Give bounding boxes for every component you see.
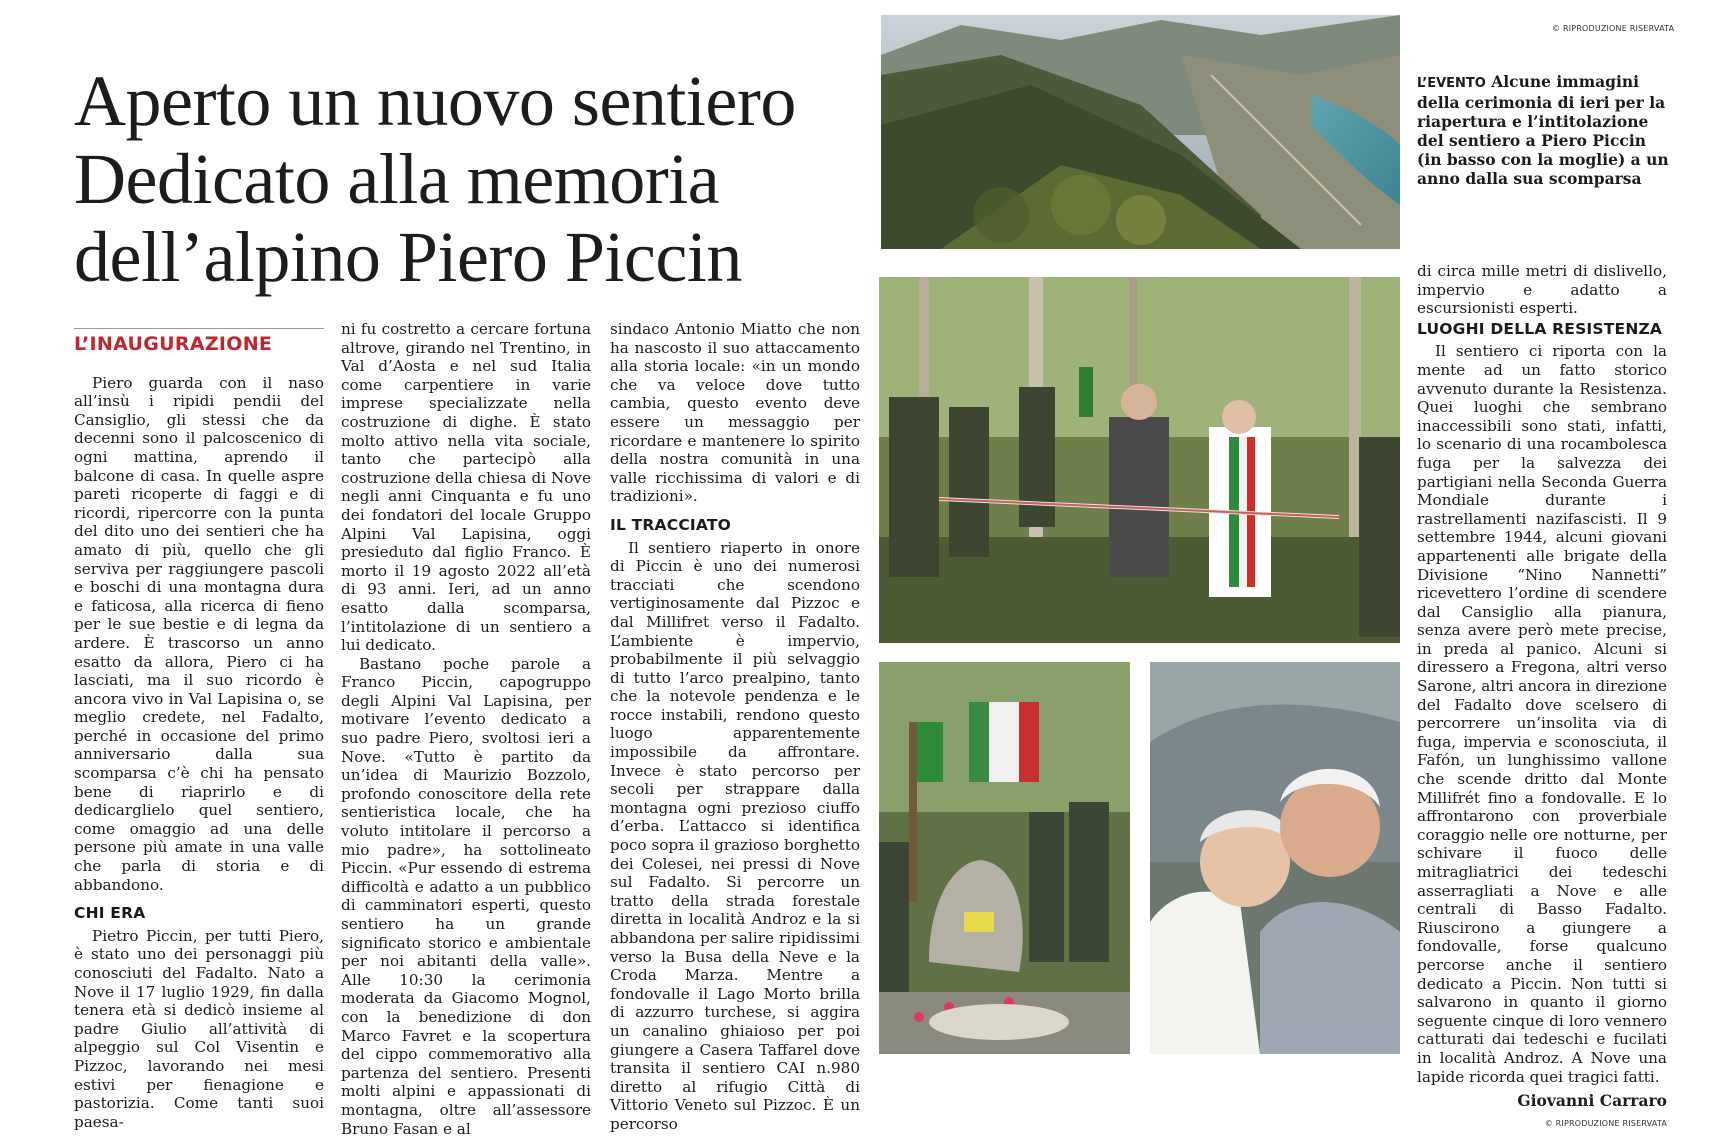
section-heading-inaugurazione: L’INAUGURAZIONE: [74, 328, 324, 354]
headline: [74, 62, 874, 296]
photo-valley-aerial: [881, 15, 1400, 249]
paragraph: Pietro Piccin, per tutti Piero, è stato uno dei personaggi più conosciuti del Fadalto. Nato a Nove il 17 luglio 1929, fin dalla tenera età si dedicò insieme al padre Giulio all’attività di alpeggio sul Col Visentin e Pizzoc, lavorando nei mesi estivi per fienagione e pastorizia. Come tanti suoi paesa-: [74, 926, 324, 1131]
photo-caption: [1417, 72, 1672, 188]
article-column-1: [74, 328, 324, 1131]
paragraph: Piero guarda con il naso all’insù i ripidi pendii del Cansiglio, gli stessi che da decenni sono il palcoscenico di ogni mattina, aprendo il balcone di casa. In quelle aspre pareti ricoperte di faggi e di ricordi, ripercorre con la punta del dito uno dei sentieri che ha amato di più, quello che gli serviva per raggiungere pascoli e boschi di una montagna dura e faticosa, alla ricerca di fieno per le sue bestie e di legna da ardere. È trascorso un anno esatto da allora, Piero ci ha lasciati, ma il suo ricordo è ancora vivo in Val Lapisina o, se meglio credete, nel Fadalto, perché in occasione del primo anniversario dalla sua scomparsa c’è chi ha pensato bene di riaprirlo e di dedicarglielo quel sentiero, come omaggio ad una delle persone più amate in una valle che parla di storia e di abbandono.: [74, 373, 324, 894]
article-column-4: [1417, 262, 1667, 1133]
headline-line-3: dell’alpino Piero Piccin: [74, 217, 742, 297]
section-heading-luoghi: LUOGHI DELLA RESISTENZA: [1417, 319, 1663, 338]
headline-line-2: Dedicato alla memoria: [74, 139, 720, 219]
photo-couple: [1150, 662, 1400, 1054]
copyright-bottom: © RIPRODUZIONE RISERVATA: [1544, 1118, 1667, 1128]
headline-line-1: Aperto un nuovo sentiero: [74, 61, 796, 141]
article-column-2: [341, 320, 591, 1138]
paragraph: Il sentiero riaperto in onore di Piccin è uno dei numerosi tracciati che scendono vertiginosamente dal Pizzoc e dal Millifret verso il Fadalto. L’ambiente è impervio, probabilmente il più selvaggio di tutto l’arco prealpino, tanto che la notevole pendenza e le rocce instabili, rendono questo luogo apparentemente impossibile da affrontare. Invece è stato percorso per secoli per strappare dalla montagna ogni prezioso ciuffo d’erba. L’attacco si identifica poco sopra il grazioso borghetto dei Colesei, nei pressi di Nove sul Fadalto. Si percorre un tratto della strada forestale diretta in località Androz e la si abbandona per salire ripidissimi verso la Busa della Neve e la Croda Marza. Mentre a fondovalle il Lago Morto brilla di azzurro turchese, si aggira un canalino ghiaioso per poi giungere a Casera Taffarel dove transita il sentiero CAI n.980 diretto al rifugio Città di Vittorio Veneto sul Pizzoc. È un percorso: [610, 538, 860, 1133]
paragraph: ni fu costretto a cercare fortuna altrove, girando nel Trentino, in Val d’Aosta e nel sud Italia come carpentiere in varie imprese specializzate nella costruzione di dighe. È stato molto attivo nella vita sociale, tanto che partecipò alla costruzione della chiesa di Nove negli anni Cinquanta e fu uno dei fondatori del locale Gruppo Alpini Val Lapisina, oggi presieduto dal figlio Franco. È morto il 19 agosto 2022 all’età di 93 anni. Ieri, ad un anno esatto dalla scomparsa, l’intitolazione di un sentiero a lui dedicato.: [341, 320, 591, 655]
author-byline: Giovanni Carraro: [1517, 1091, 1667, 1111]
paragraph: di circa mille metri di dislivello, impervio e adatto a escursionisti esperti.: [1417, 262, 1667, 318]
section-heading-il-tracciato: IL TRACCIATO: [610, 515, 732, 534]
caption-tag: L’EVENTO: [1417, 76, 1486, 91]
paragraph: Bastano poche parole a Franco Piccin, capogruppo degli Alpini Val Lapisina, per motivare l’evento dedicato a suo padre Piero, svoltosi ieri a Nove. «Tutto è partito da un’idea di Maurizio Bozzolo, profondo conoscitore della rete sentieristica locale, che ha voluto intitolare il percorso a mio padre», ha sottolineato Piccin. «Pur essendo di estrema difficoltà e adatto a un pubblico di camminatori esperti, questo sentiero ha un grande significato storico e ambientale per noi abitanti della valle». Alle 10:30 la cerimonia moderata da Giacomo Mognol, con la benedizione di don Marco Favret e la scopertura del cippo commemorativo alla partenza del sentiero. Presenti molti alpini e appassionati di montagna, oltre all’assessore Bruno Fasan e al: [341, 654, 591, 1138]
photo-ribbon-cutting: [879, 277, 1400, 643]
section-heading-chi-era: CHI ERA: [74, 904, 146, 923]
photo-monument: [879, 662, 1130, 1054]
copyright-top: © RIPRODUZIONE RISERVATA: [1552, 24, 1675, 33]
paragraph: Il sentiero ci riporta con la mente ad un fatto storico avvenuto durante la Resistenza. Quei luoghi che sembrano inaccessibili sono stati, infatti, lo scenario di una rocambolesca fuga per la salvezza dei partigiani nella Seconda Guerra Mondiale durante i rastrellamenti nazifascisti. Il 9 settembre 1944, alcuni giovani appartenenti alle brigate della Divisione “Nino Nannetti” ricevettero l’ordine di scendere dal Cansiglio alla pianura, senza avere però mete precise, in preda al panico. Alcuni si diressero a Fregona, altri verso Sarone, altri ancora in direzione del Fadalto dove scelsero di percorrere un’insolita via di fuga, impervia e sconosciuta, il Fafón, un lunghissimo vallone che scende dritto dal Monte Millifrét fino a fondovalle. E lo affrontarono con proverbiale coraggio nelle ore notturne, per schivare il fuoco delle mitragliatrici dei tedeschi asserragliati a Nove e alle centrali di Basso Fadalto. Riuscirono a giungere a fondovalle, forse qualcuno percorse anche il sentiero dedicato a Piccin. Non tutti si salvarono in quanto il giorno seguente cinque di loro vennero catturati dai tedeschi e fucilati in località Androz. A Nove una lapide ricorda quei tragici fatti.: [1417, 342, 1667, 1086]
caption-text: Alcune immagini della cerimonia di ieri per la riapertura e l’intitolazione del sentiero a Piero Piccin (in basso con la moglie) a un anno dalla sua scomparsa: [1417, 72, 1669, 188]
article-column-3: [610, 320, 860, 1134]
paragraph: sindaco Antonio Miatto che non ha nascosto il suo attaccamento alla storia locale: «in un mondo che va veloce dove tutto cambia, questo evento deve essere un messaggio per ricordare e mantenere lo spirito della nostra comunità in una valle ricchissima di valori e di tradizioni».: [610, 320, 860, 506]
